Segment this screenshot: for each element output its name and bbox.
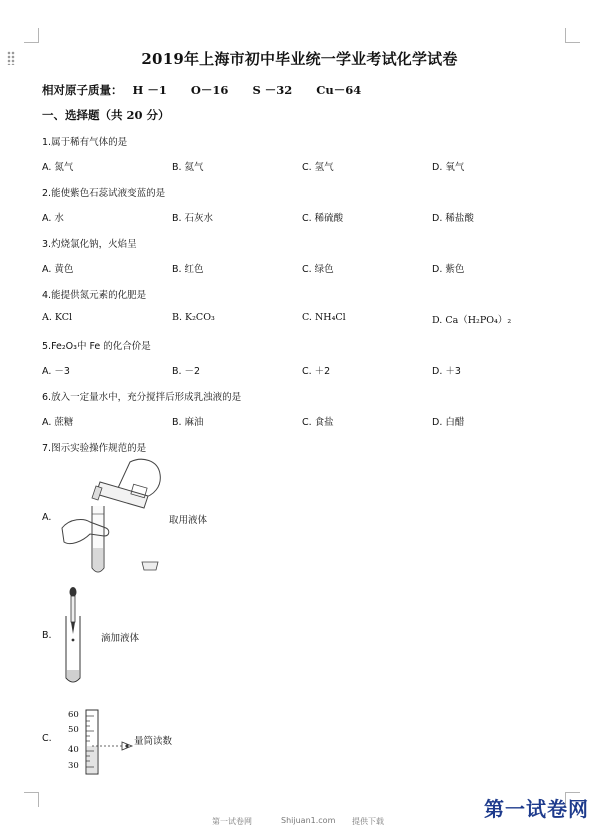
pouring-liquid-illustration [60, 456, 170, 576]
option-d: D. 白醋 [432, 417, 465, 428]
option-c: C. 稀硫酸 [302, 213, 344, 224]
atomic-mass-item: Cu－64 [316, 83, 362, 97]
option-c-letter: C. [42, 733, 52, 744]
atomic-mass-item: S －32 [252, 83, 293, 97]
option-c: C. ＋2 [302, 366, 331, 377]
option-b: B. 石灰水 [172, 213, 214, 224]
atomic-mass-item: H －1 [132, 83, 167, 97]
option-b: B. 氦气 [172, 162, 204, 173]
brand-logo-text[interactable]: 第一试卷网 [484, 797, 589, 821]
question-stem: 2.能使紫色石蕊试液变蓝的是 [42, 188, 166, 199]
cylinder-tick-label: 60 [68, 710, 79, 720]
illustration-caption: 量筒读数 [134, 736, 173, 747]
option-a: A. 蔗糖 [42, 417, 74, 428]
option-b: B. K₂CO₃ [172, 312, 215, 323]
illustration-caption: 滴加液体 [101, 633, 140, 644]
cylinder-tick-label: 30 [68, 761, 79, 771]
option-b-letter: B. [42, 630, 52, 641]
question-stem: 7.图示实验操作规范的是 [42, 443, 147, 454]
option-a: A. 水 [42, 213, 64, 224]
option-b: B. 红色 [172, 264, 204, 275]
dropper-illustration [60, 586, 90, 686]
option-b: B. 麻油 [172, 417, 204, 428]
option-c: C. 食盐 [302, 417, 334, 428]
footer-right: 提供下载 [352, 817, 384, 826]
cylinder-tick-label: 40 [68, 745, 79, 755]
option-c: C. 绿色 [302, 264, 334, 275]
question-stem: 6.放入一定量水中，充分搅拌后形成乳浊液的是 [42, 392, 242, 403]
question-stem: 4.能提供氮元素的化肥是 [42, 290, 147, 301]
footer-left: 第一试卷网 [212, 817, 252, 826]
atomic-masses [42, 82, 381, 98]
option-c: C. 氢气 [302, 162, 334, 173]
section-heading: 一、选择题（共 20 分） [42, 108, 170, 122]
question-stem: 3.灼烧氯化钠，火焰呈 [42, 239, 137, 250]
option-b: B. －2 [172, 366, 201, 377]
footer-middle[interactable]: Shijuan1.com [281, 816, 336, 825]
option-a: A. 黄色 [42, 264, 74, 275]
option-d: D. 紫色 [432, 264, 465, 275]
page-title: 2019年上海市初中毕业统一学业考试化学试卷 [141, 50, 458, 68]
page-corner-mark [24, 28, 39, 43]
atomic-masses-label: 相对原子质量： [42, 83, 123, 97]
option-d: D. ＋3 [432, 366, 461, 377]
page-corner-mark [24, 792, 39, 807]
option-a: A. KCl [42, 312, 73, 323]
option-a: A. －3 [42, 366, 70, 377]
illustration-caption: 取用液体 [169, 515, 208, 526]
option-d: D. Ca（H₂PO₄）₂ [432, 315, 512, 326]
question-stem: 5.Fe₂O₃中 Fe 的化合价是 [42, 341, 151, 352]
option-d: D. 稀盐酸 [432, 213, 474, 224]
option-a: A. 氮气 [42, 162, 74, 173]
page-corner-mark [565, 28, 580, 43]
question-stem: 1.属于稀有气体的是 [42, 137, 128, 148]
option-d: D. 氧气 [432, 162, 465, 173]
cylinder-tick-label: 50 [68, 725, 79, 735]
option-c: C. NH₄Cl [302, 312, 346, 323]
option-a-letter: A. [42, 512, 52, 523]
atomic-mass-item: O－16 [190, 83, 229, 97]
